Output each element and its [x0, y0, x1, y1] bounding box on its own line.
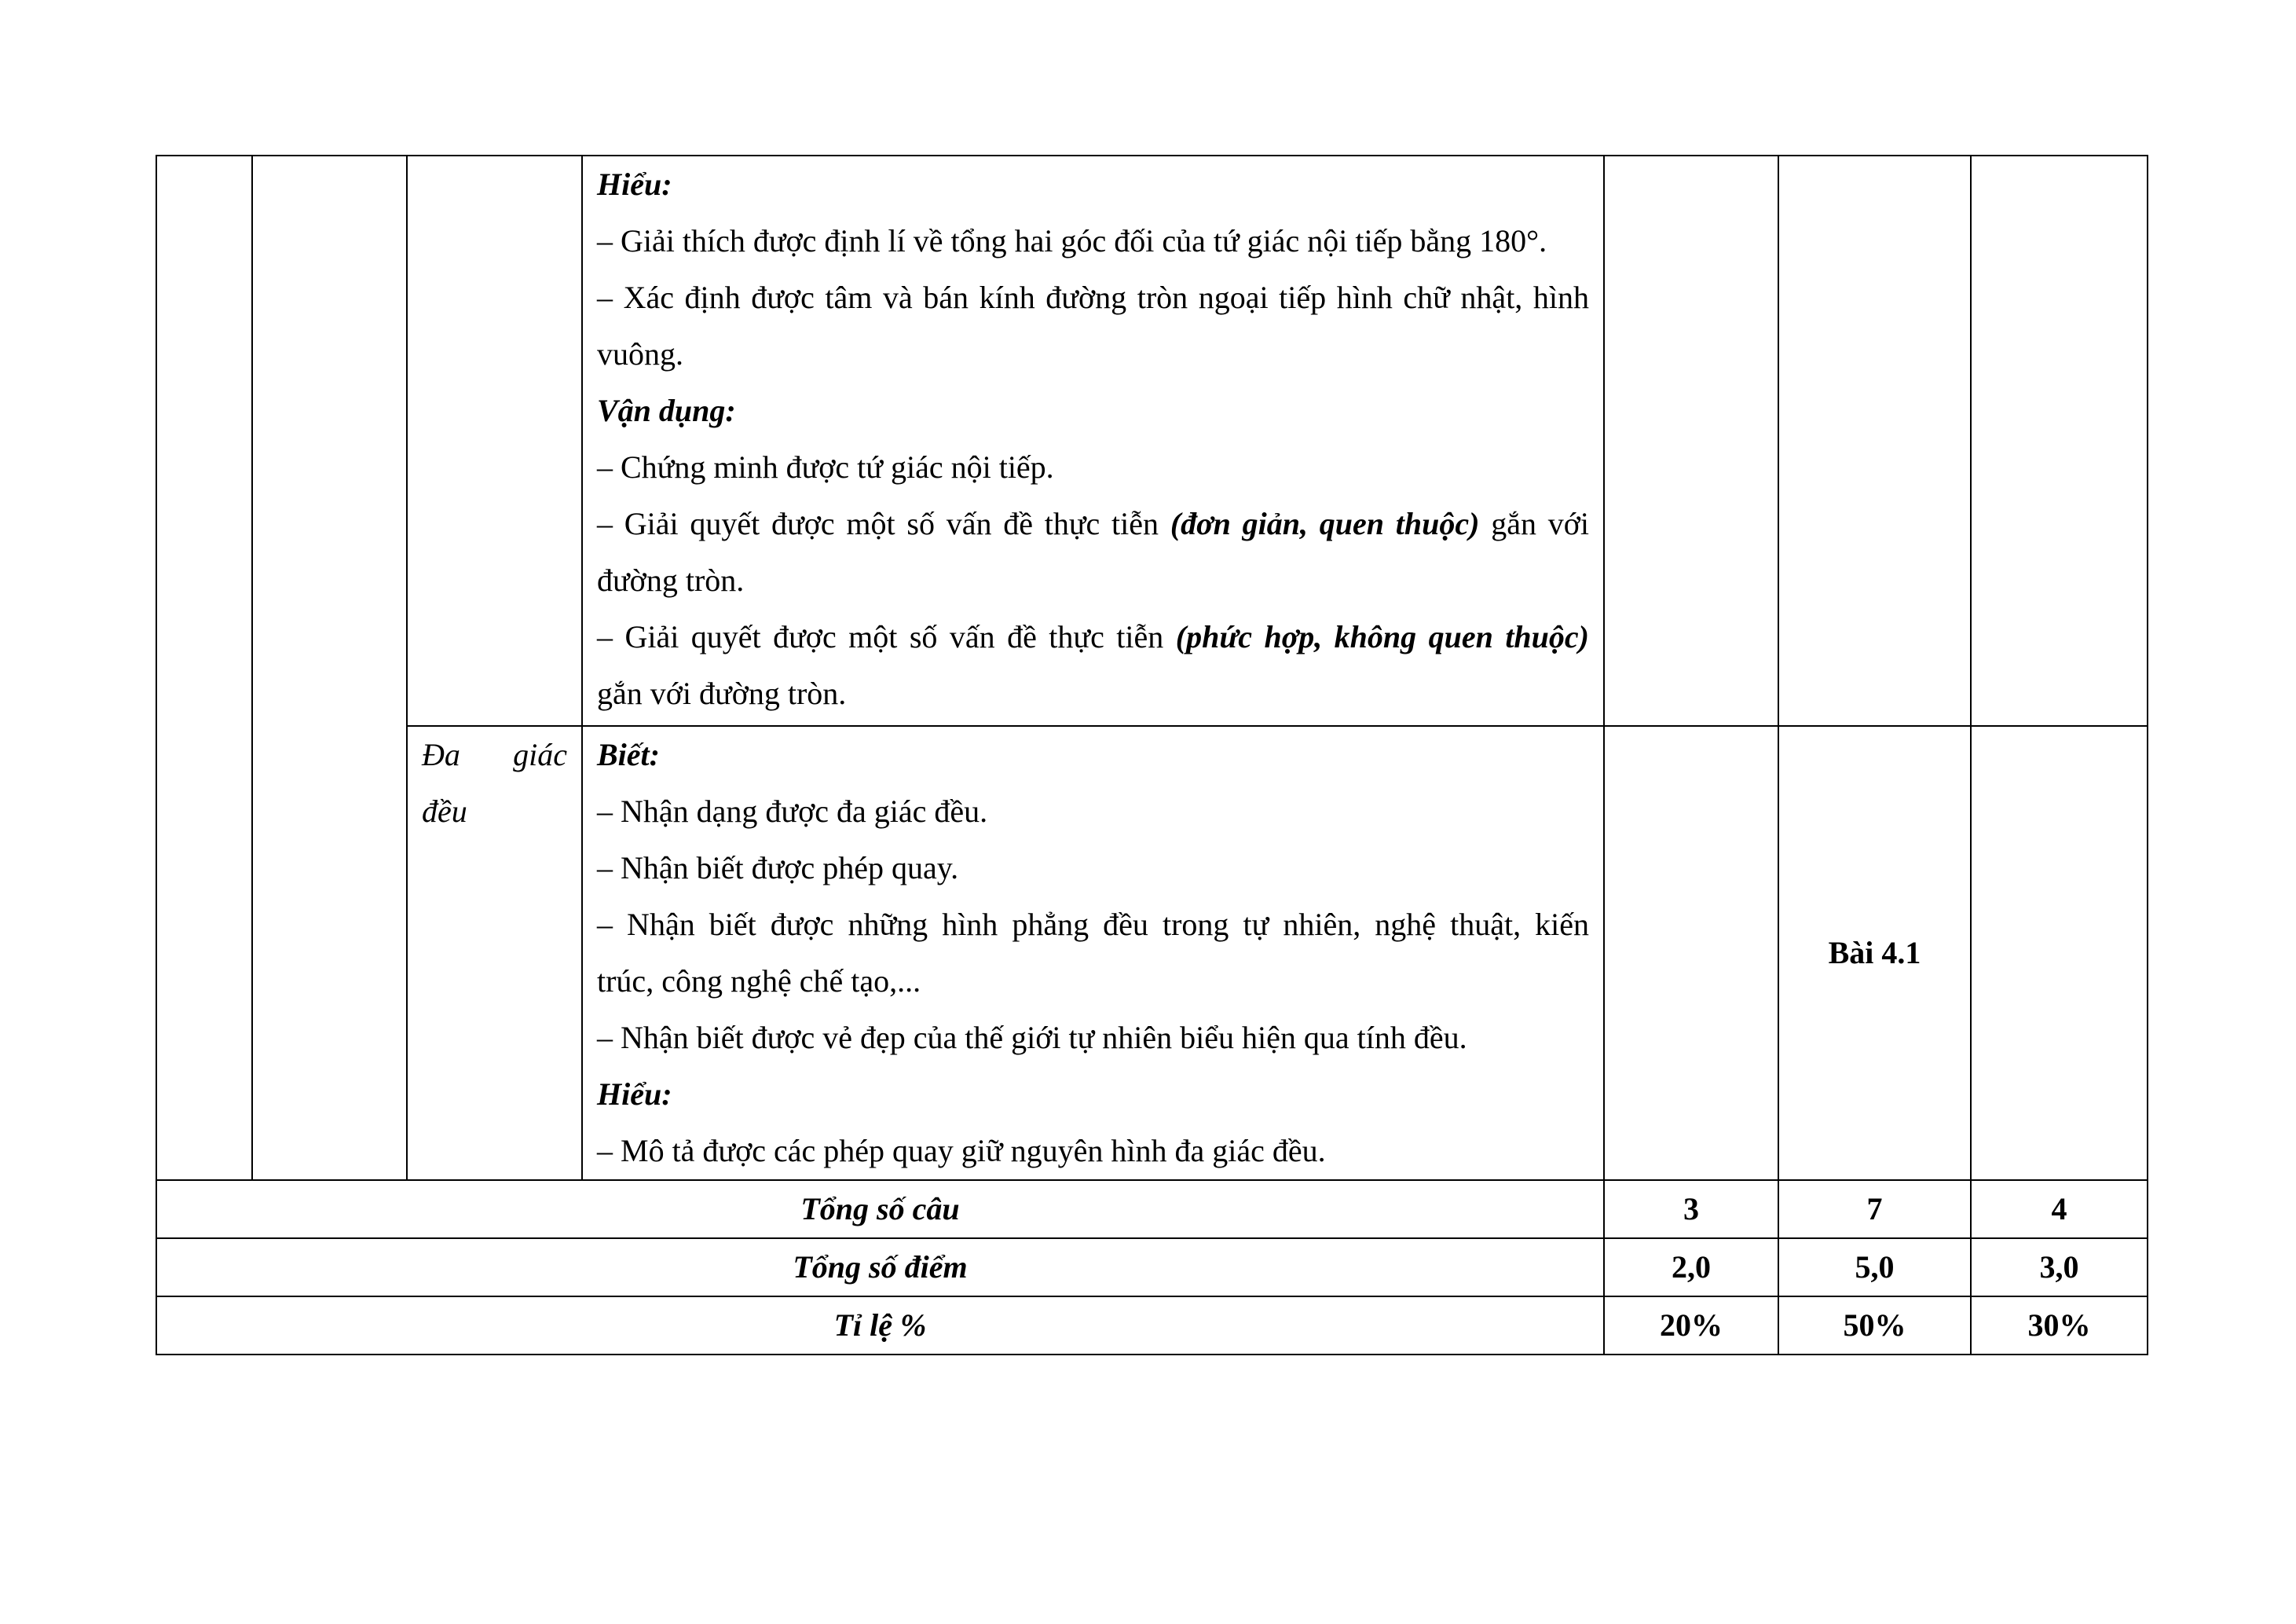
topic-label: Đa giác [422, 737, 567, 772]
heading-hieu: Hiểu: [597, 1076, 672, 1112]
hieu-item: – Mô tả được các phép quay giữ nguyên hình đa giác đều. [597, 1133, 1326, 1168]
summary-value: 7 [1778, 1180, 1971, 1238]
level-know-cell [1604, 156, 1778, 726]
table-row-regular-polygon [156, 726, 2148, 1180]
summary-value: 30% [1971, 1296, 2148, 1355]
emphasis-text: (đơn giản, quen thuộc) [1170, 506, 1480, 541]
summary-value: 3,0 [1971, 1238, 2148, 1296]
level-understand-cell: Bài 4.1 [1778, 726, 1971, 1180]
biet-item: – Nhận biết được phép quay. [597, 850, 959, 885]
summary-row-total-questions [156, 1180, 2148, 1238]
heading-hieu: Hiểu: [597, 167, 672, 202]
level-apply-cell [1971, 156, 2148, 726]
biet-item: – Nhận biết được vẻ đẹp của thế giới tự nhiên biểu hiện qua tính đều. [597, 1020, 1467, 1055]
col-topic-cell [407, 726, 582, 1180]
biet-item: trúc, công nghệ chế tạo,... [597, 963, 921, 999]
col-chapter-cell [252, 156, 407, 1180]
col-topic-cell [407, 156, 582, 726]
level-apply-cell [1971, 726, 2148, 1180]
summary-value: 2,0 [1604, 1238, 1778, 1296]
summary-value: 3 [1604, 1180, 1778, 1238]
summary-row-total-points [156, 1238, 2148, 1296]
summary-label: Tổng số điểm [156, 1238, 1604, 1296]
van-dung-item [597, 609, 1589, 665]
summary-value: 4 [1971, 1180, 2148, 1238]
van-dung-item: đường tròn. [597, 563, 745, 598]
biet-item: – Nhận biết được những hình phẳng đều trong tự nhiên, nghệ thuật, kiến [597, 907, 1589, 942]
summary-value: 50% [1778, 1296, 1971, 1355]
topic-label: đều [422, 794, 467, 829]
hieu-item: – Xác định được tâm và bán kính đường tròn ngoại tiếp hình chữ nhật, hình [597, 280, 1589, 315]
emphasis-text: (phức hợp, không quen thuộc) [1175, 619, 1589, 654]
summary-label: Tỉ lệ % [156, 1296, 1604, 1355]
hieu-item: – Giải thích được định lí về tổng hai góc đối của tứ giác nội tiếp bằng 180°. [597, 223, 1547, 258]
text-run: – Giải quyết được một số vấn đề thực tiễn [597, 506, 1170, 541]
van-dung-item: – Chứng minh được tứ giác nội tiếp. [597, 449, 1054, 485]
requirements-cell [582, 726, 1604, 1180]
level-understand-cell [1778, 156, 1971, 726]
text-run: gắn với [1479, 506, 1589, 541]
col-order-cell [156, 156, 252, 1180]
level-know-cell [1604, 726, 1778, 1180]
summary-value: 20% [1604, 1296, 1778, 1355]
summary-label: Tổng số câu [156, 1180, 1604, 1238]
summary-value: 5,0 [1778, 1238, 1971, 1296]
hieu-item: vuông. [597, 336, 683, 372]
van-dung-item [597, 496, 1589, 552]
table-row-inscribed-quadrilateral [156, 156, 2148, 726]
text-run: – Giải quyết được một số vấn đề thực tiễn [597, 619, 1176, 654]
assessment-matrix-table [156, 155, 2148, 1355]
requirements-cell [582, 156, 1604, 726]
van-dung-item: gắn với đường tròn. [597, 676, 847, 711]
biet-item: – Nhận dạng được đa giác đều. [597, 794, 988, 829]
heading-biet: Biết: [597, 737, 660, 772]
summary-row-ratio [156, 1296, 2148, 1355]
heading-van-dung: Vận dụng: [597, 393, 736, 428]
